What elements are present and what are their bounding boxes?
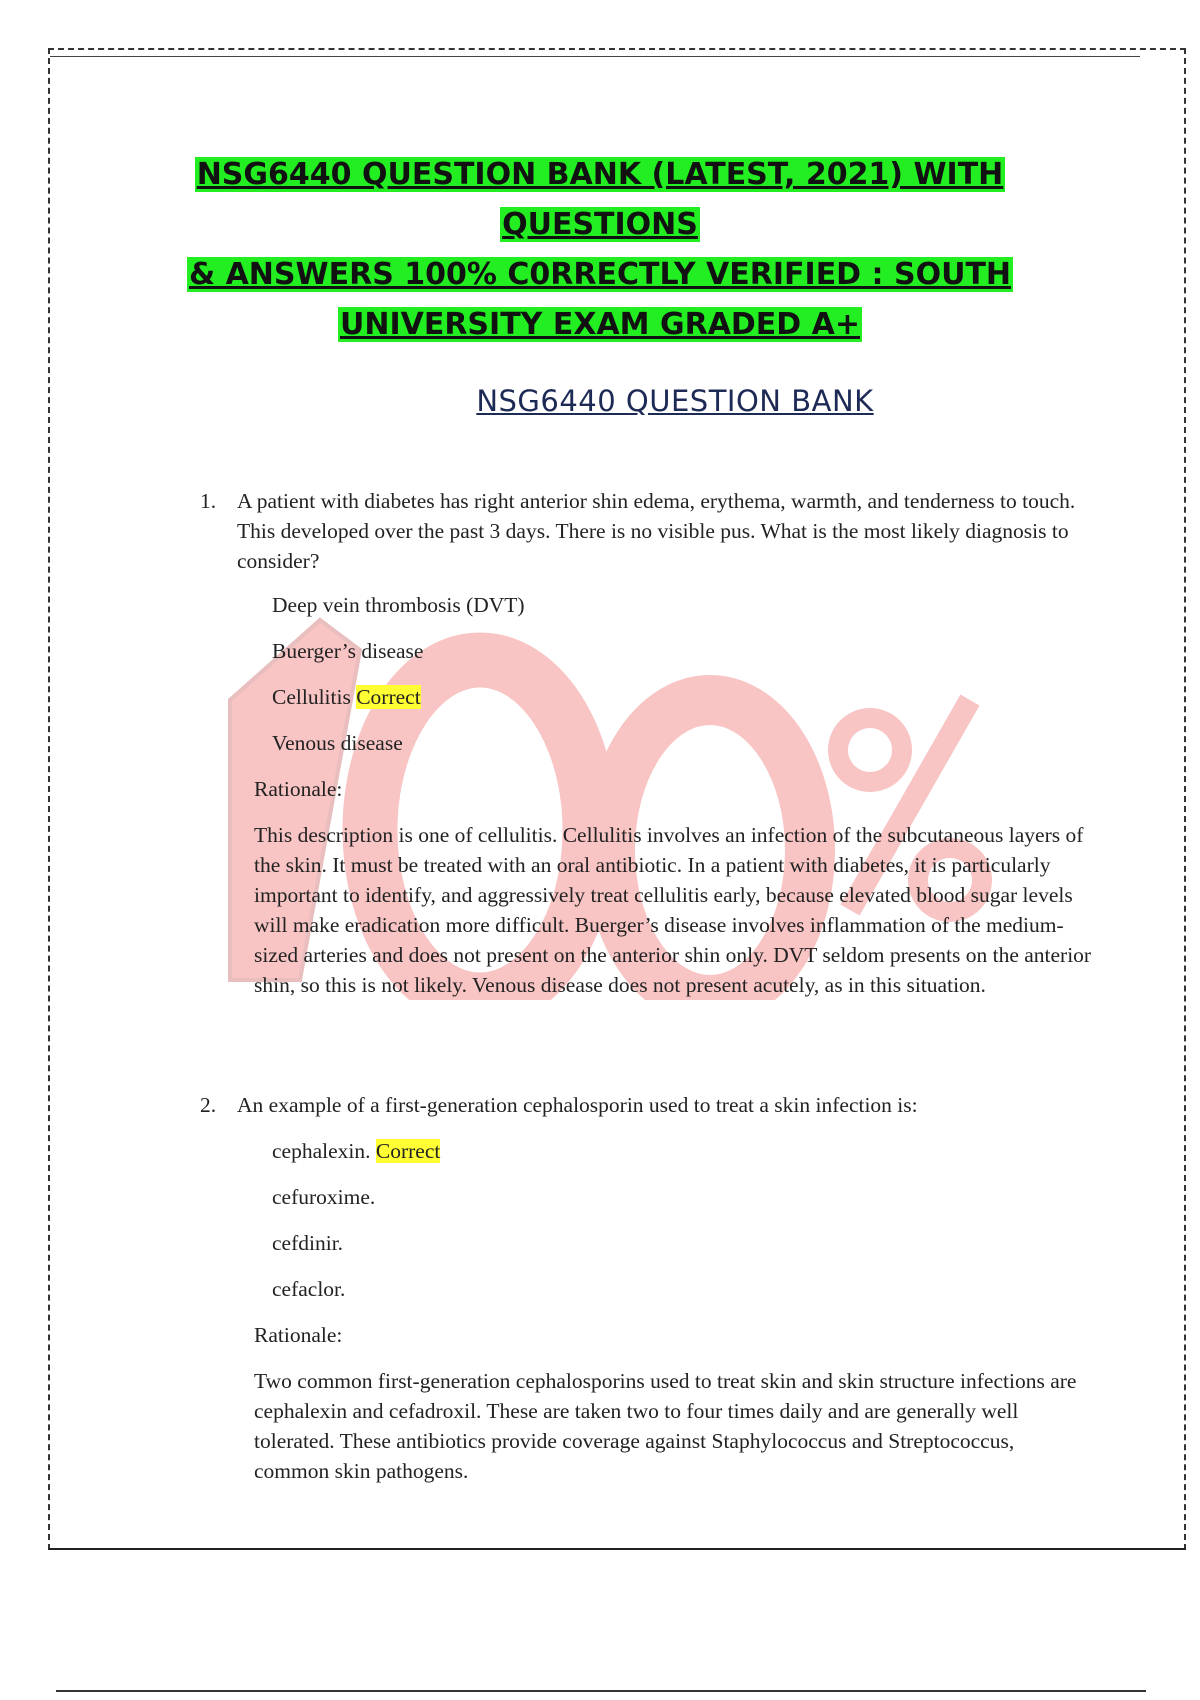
option-text: Cellulitis: [272, 685, 357, 709]
option-item: [272, 1274, 345, 1304]
option-text: Buerger’s disease: [272, 639, 424, 663]
top-rule: [50, 56, 1140, 57]
page-footer-rule: [56, 1690, 1146, 1692]
question-text: An example of a first-generation cephalosporin used to treat a skin infection is:: [237, 1093, 918, 1117]
rationale-text: Two common first-generation cephalosporins used to treat skin and skin structure infections are cephalexin and cefadroxil. These are taken two to four times daily and are generally well tolerated. These antibiotics provide coverage against Staphylococcus and Streptococcus, common skin pathogens.: [254, 1369, 1077, 1483]
question-number: 2.: [200, 1093, 217, 1117]
title-line-3: UNIVERSITY EXAM GRADED A+: [339, 307, 861, 342]
title-line-2: & ANSWERS 100% C0RRECTLY VERIFIED : SOUTH: [188, 257, 1012, 292]
correct-marker: Correct: [356, 685, 421, 709]
option-text: Venous disease: [272, 731, 403, 755]
question-number: 1.: [200, 489, 217, 513]
option-item: [272, 1228, 343, 1258]
document-title: [100, 150, 1100, 350]
question-text: A patient with diabetes has right anterior shin edema, erythema, warmth, and tenderness to touch. This developed over the past 3 days. There is no visible pus. What is the most likely diagnosis to consider?: [237, 489, 1076, 573]
option-text: cefdinir.: [272, 1231, 344, 1255]
section-heading: NSG6440 QUESTION BANK: [476, 384, 874, 418]
option-item: [272, 682, 421, 712]
correct-marker: Correct: [375, 1139, 441, 1163]
question-1: [200, 486, 1100, 576]
option-item: [272, 636, 423, 666]
title-line-1: NSG6440 QUESTION BANK (LATEST, 2021) WITH QUESTIONS: [196, 157, 1004, 242]
question-2: [200, 1090, 1100, 1120]
option-text: Deep vein thrombosis (DVT): [272, 593, 525, 617]
option-text: cefaclor.: [272, 1277, 346, 1301]
option-item: [272, 1182, 375, 1212]
rationale-label: Rationale:: [254, 777, 343, 801]
option-item: [272, 1136, 440, 1166]
option-item: [272, 590, 525, 620]
bottom-rule: [48, 1548, 1186, 1550]
rationale-label: Rationale:: [254, 1323, 343, 1347]
option-text: cephalexin.: [272, 1139, 376, 1163]
rationale-text: This description is one of cellulitis. Cellulitis involves an infection of the subcutaneous layers of the skin. It must be treated with an oral antibiotic. In a patient with diabetes, it is particularly important to identify, and aggressively treat cellulitis early, because elevated blood sugar levels will make eradication more difficult. Buerger’s disease involves inflammation of the medium-sized arteries and does not present on the anterior shin only. DVT seldom presents on the anterior shin, so this is not likely. Venous disease does not present acutely, as in this situation.: [254, 823, 1092, 997]
option-item: [272, 728, 403, 758]
option-text: cefuroxime.: [272, 1185, 376, 1209]
